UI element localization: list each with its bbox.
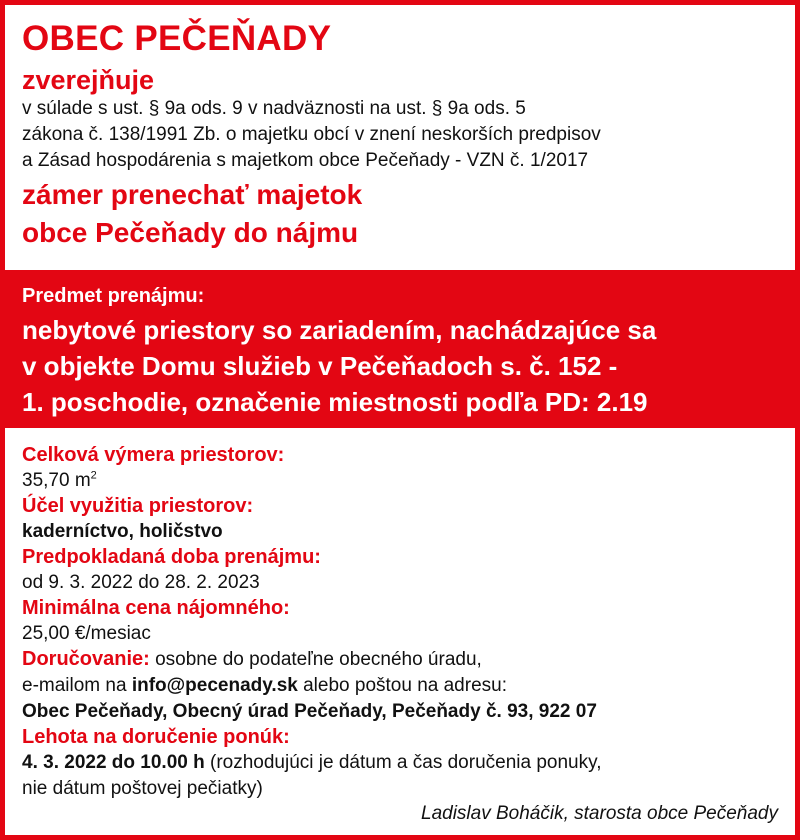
- delivery-text: osobne do podateľne obecného úradu,: [149, 649, 482, 670]
- municipality-name: OBEC PEČEŇADY: [22, 19, 332, 58]
- subject-line: v objekte Domu služieb v Pečeňadoch s. č. 152 -: [22, 351, 618, 381]
- delivery-label: Doručovanie:: [22, 648, 150, 670]
- period-label: Predpokladaná doba prenájmu:: [22, 546, 321, 568]
- area-number: 35,70 m: [22, 470, 91, 491]
- subject-line: 1. poschodie, označenie miestnosti podľa PD: 2.19: [22, 387, 648, 417]
- subject-description: [22, 312, 792, 420]
- delivery-text: alebo poštou na adresu:: [297, 675, 507, 696]
- delivery-email-line: [22, 673, 782, 699]
- delivery-text: e-mailom na: [22, 675, 132, 696]
- delivery-address: Obec Pečeňady, Obecný úrad Pečeňady, Pečeňady č. 93, 922 07: [22, 701, 597, 722]
- deadline-label: Lehota na doručenie ponúk:: [22, 726, 290, 748]
- use-label: Účel využitia priestorov:: [22, 495, 254, 517]
- delivery-line: [22, 647, 782, 673]
- lease-details: [22, 443, 782, 802]
- area-value: [22, 468, 782, 494]
- announces-heading: zverejňuje: [22, 65, 155, 95]
- deadline-value: 4. 3. 2022 do 10.00 h: [22, 752, 205, 773]
- legal-basis: [22, 96, 782, 174]
- deadline-note: nie dátum poštovej pečiatky): [22, 778, 263, 799]
- area-unit-superscript: 2: [90, 469, 97, 482]
- notice-header: [22, 18, 782, 252]
- mayor-signature: Ladislav Boháčik, starosta obce Pečeňady: [421, 803, 778, 824]
- subject-banner: [0, 270, 800, 428]
- intent-line: zámer prenechať majetok: [22, 179, 363, 210]
- subject-line: nebytové priestory so zariadením, nachádzajúce sa: [22, 315, 657, 345]
- legal-basis-line: zákona č. 138/1991 Zb. o majetku obcí v znení neskorších predpisov: [22, 124, 601, 145]
- deadline-line: [22, 750, 782, 776]
- area-label: Celková výmera priestorov:: [22, 444, 285, 466]
- price-label: Minimálna cena nájomného:: [22, 597, 290, 619]
- intent-line: obce Pečeňady do nájmu: [22, 217, 359, 248]
- legal-basis-line: a Zásad hospodárenia s majetkom obce Pečeňady - VZN č. 1/2017: [22, 150, 589, 171]
- deadline-note: (rozhodujúci je dátum a čas doručenia ponuky,: [204, 752, 602, 773]
- intent-heading: [22, 176, 782, 252]
- period-value: od 9. 3. 2022 do 28. 2. 2023: [22, 572, 260, 593]
- delivery-email: info@pecenady.sk: [131, 675, 298, 696]
- price-value: 25,00 €/mesiac: [22, 623, 151, 644]
- use-value: kaderníctvo, holičstvo: [22, 521, 223, 542]
- subject-label: Predmet prenájmu:: [22, 285, 205, 307]
- legal-basis-line: v súlade s ust. § 9a ods. 9 v nadväznosti na ust. § 9a ods. 5: [22, 98, 526, 119]
